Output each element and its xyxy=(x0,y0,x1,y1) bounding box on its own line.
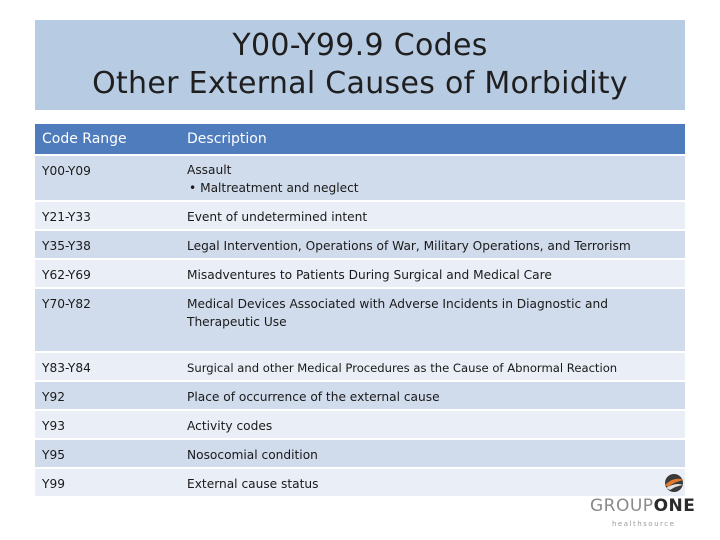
bullet-item: • Maltreatment and neglect xyxy=(189,181,359,195)
description-cell: Event of undetermined intent xyxy=(180,201,685,230)
table-header-row xyxy=(35,124,685,155)
title-line-1: Y00-Y99.9 Codes xyxy=(232,28,488,63)
table-row xyxy=(35,352,685,381)
logo-subtext: healthsource xyxy=(612,520,676,528)
code-cell: Y70-Y82 xyxy=(35,288,180,352)
code-cell: Y35-Y38 xyxy=(35,230,180,259)
table-row xyxy=(35,155,685,201)
code-cell: Y21-Y33 xyxy=(35,201,180,230)
groupone-logo xyxy=(590,472,708,532)
table-row xyxy=(35,381,685,410)
description-cell: Activity codes xyxy=(180,410,685,439)
table-row xyxy=(35,410,685,439)
table-row xyxy=(35,468,685,497)
code-cell: Y93 xyxy=(35,410,180,439)
description-cell xyxy=(180,155,685,201)
table-row xyxy=(35,230,685,259)
description-cell: Place of occurrence of the external cause xyxy=(180,381,685,410)
logo-group-text: GROUP xyxy=(590,496,654,516)
description-cell: Nosocomial condition xyxy=(180,439,685,468)
code-cell: Y92 xyxy=(35,381,180,410)
codes-table xyxy=(35,124,685,498)
header-code-range: Code Range xyxy=(35,124,180,155)
code-cell: Y83-Y84 xyxy=(35,352,180,381)
logo-one-text: ONE xyxy=(653,496,696,516)
logo-swoosh-icon xyxy=(590,472,708,498)
description-cell: External cause status xyxy=(180,468,685,497)
code-cell: Y62-Y69 xyxy=(35,259,180,288)
table-row xyxy=(35,201,685,230)
code-cell: Y99 xyxy=(35,468,180,497)
description-cell: Legal Intervention, Operations of War, Military Operations, and Terrorism xyxy=(180,230,685,259)
description-text: Assault xyxy=(187,163,232,177)
logo-wordmark xyxy=(590,496,708,516)
header-description: Description xyxy=(180,124,685,155)
description-cell: Misadventures to Patients During Surgical and Medical Care xyxy=(180,259,685,288)
table-row xyxy=(35,259,685,288)
code-cell: Y00-Y09 xyxy=(35,155,180,201)
table-row xyxy=(35,439,685,468)
slide-title xyxy=(35,20,685,110)
title-line-2: Other External Causes of Morbidity xyxy=(92,66,628,101)
description-cell: Surgical and other Medical Procedures as the Cause of Abnormal Reaction xyxy=(180,352,685,381)
code-cell: Y95 xyxy=(35,439,180,468)
description-cell: Medical Devices Associated with Adverse Incidents in Diagnostic and Therapeutic Use xyxy=(180,288,685,352)
table-row xyxy=(35,288,685,352)
